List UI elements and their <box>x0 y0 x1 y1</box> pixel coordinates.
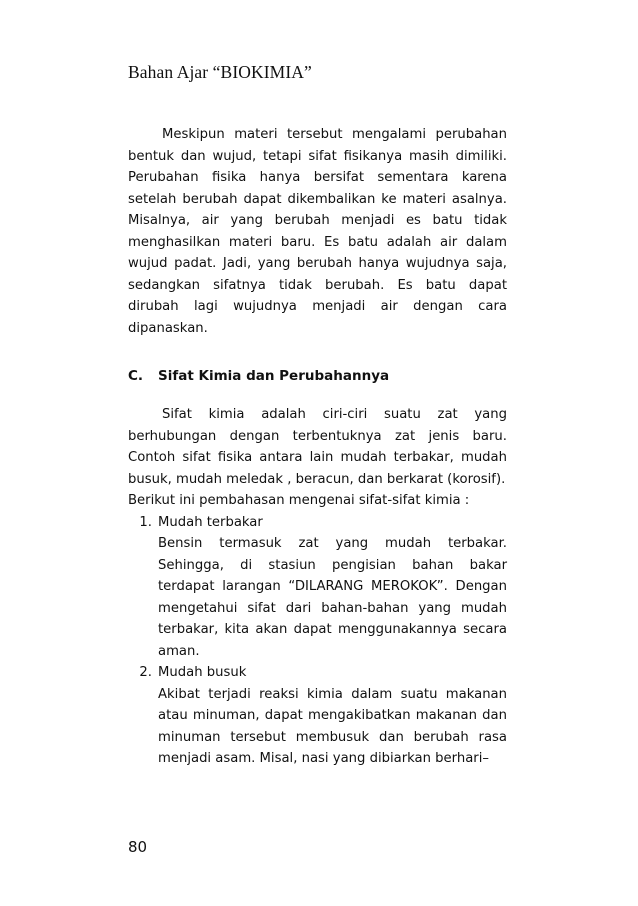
intro-block <box>128 124 507 339</box>
list-item-number: 1. <box>139 514 152 530</box>
list-item <box>128 662 507 770</box>
running-header: Bahan Ajar “BIOKIMIA” <box>128 62 312 82</box>
properties-list <box>128 512 507 770</box>
list-item-title: Mudah busuk <box>158 665 247 680</box>
intro-paragraph: Meskipun materi tersebut mengalami perubahan bentuk dan wujud, tetapi sifat fisikanya masih dimiliki. Perubahan fisika hanya bersifat sementara karena setelah berubah dapat dikembalikan ke materi asalnya. Misalnya, air yang berubah menjadi es batu tidak menghasilkan materi baru. Es batu adalah air dalam wujud padat. Jadi, yang berubah hanya wujudnya saja, sedangkan sifatnya tidak berubah. Es batu dapat dirubah lagi wujudnya menjadi air dengan cara dipanaskan. <box>128 127 507 336</box>
page-number: 80 <box>128 838 148 856</box>
list-item-number: 2. <box>139 665 152 680</box>
list-intro-line: Berikut ini pembahasan mengenai sifat-sifat kimia : <box>128 493 470 508</box>
list-item <box>128 512 507 663</box>
section-paragraph: Sifat kimia adalah ciri-ciri suatu zat yang berhubungan dengan terbentuknya zat jenis baru. Contoh sifat fisika antara lain mudah terbakar, mudah busuk, mudah meledak , beracun, dan berkarat (korosif). <box>128 407 507 487</box>
list-item-text: Bensin termasuk zat yang mudah terbakar. Sehingga, di stasiun pengisian bahan bakar terdapat larangan “DILARANG MEROKOK”. Dengan mengetahui sifat dari bahan-bahan yang mudah terbakar, kita akan dapat menggunakannya secara aman. <box>158 536 507 659</box>
section-body <box>128 404 507 770</box>
section-heading <box>128 368 389 384</box>
section-letter: C. <box>128 368 144 384</box>
list-item-title: Mudah terbakar <box>158 514 263 530</box>
section-title: Sifat Kimia dan Perubahannya <box>158 368 390 384</box>
list-item-text: Akibat terjadi reaksi kimia dalam suatu makanan atau minuman, dapat mengakibatkan makanan dan minuman tersebut membusuk dan berubah rasa menjadi asam. Misal, nasi yang dibiarkan berhari– <box>158 686 507 766</box>
